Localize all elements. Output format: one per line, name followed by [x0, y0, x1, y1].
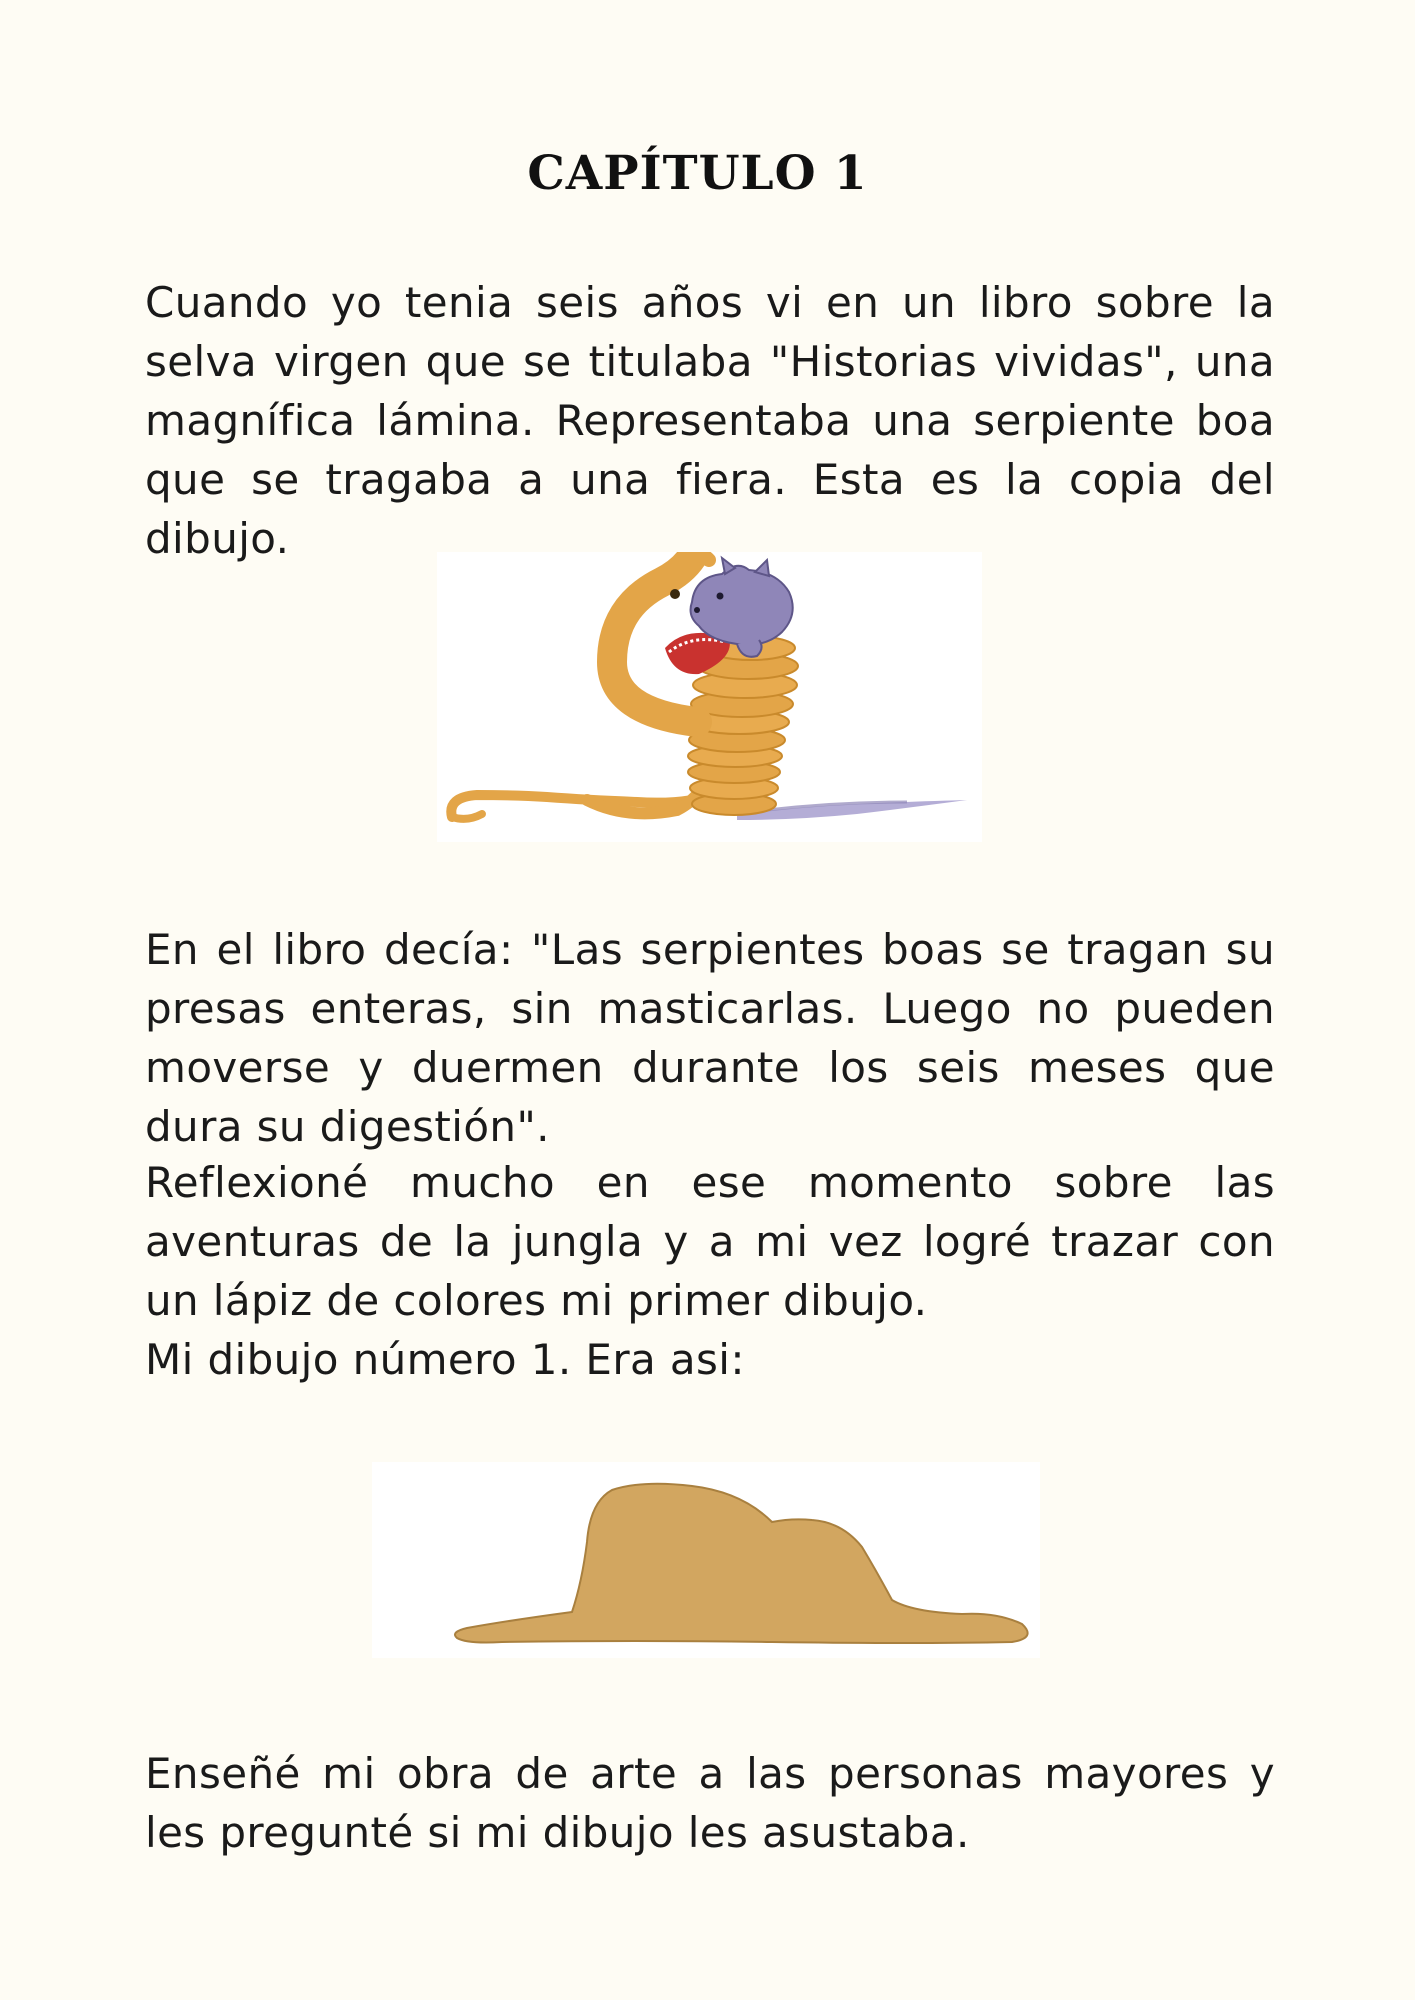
paragraph-reflection: Reflexioné mucho en ese momento sobre las aventuras de la jungla y a mi vez logré trazar con un lápiz de colores mi primer dibujo.: [145, 1158, 1275, 1325]
boa-digesting-elephant-hat-shape-illustration: [372, 1462, 1040, 1658]
paragraph-book-quote: En el libro decía: "Las serpientes boas se tragan su presas enteras, sin masticarlas. Luego no pueden moverse y duermen durante los seis meses que dura su digestión".: [145, 925, 1275, 1151]
paragraph-drawing-one: Mi dibujo número 1. Era asi:: [145, 1335, 745, 1384]
drawing-number-one-illustration: [372, 1462, 1040, 1658]
paragraph-intro: Cuando yo tenia seis años vi en un libro sobre la selva virgen que se titulaba "Historias vividas", una magnífica lámina. Representaba una serpiente boa que se tragaba a una fiera. Esta es la copia del dibujo.: [145, 278, 1275, 563]
boa-swallowing-beast-illustration: [437, 552, 982, 842]
boa-constrictor-swallowing-animal-illustration: [437, 552, 982, 842]
chapter-title: CAPÍTULO 1: [527, 146, 868, 201]
paragraph-showing-adults: Enseñé mi obra de arte a las personas mayores y les pregunté si mi dibujo les asustaba.: [145, 1749, 1275, 1857]
